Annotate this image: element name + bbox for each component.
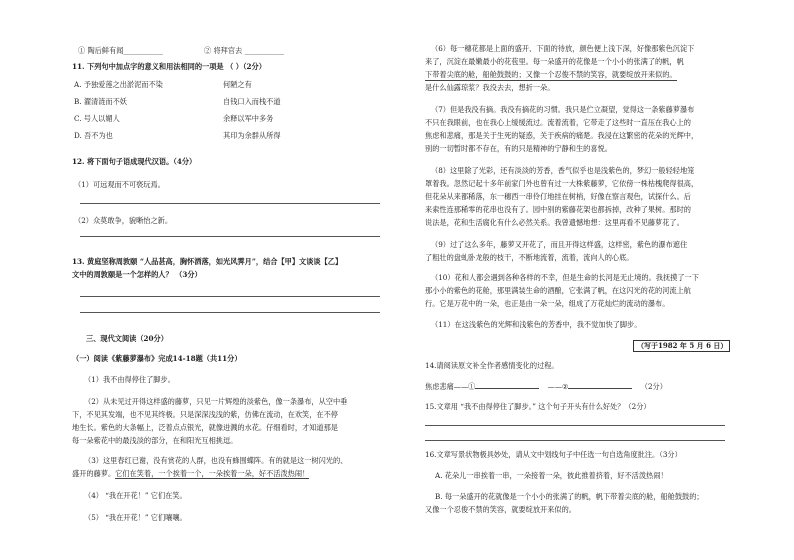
section-3-heading: 三、现代文阅读（20分） xyxy=(86,334,168,343)
q11-stem: 11. 下列句中加点字的意义和用法相同的一项是 （ ）（2分） xyxy=(72,62,266,71)
answer-line xyxy=(80,203,380,204)
q11-option-b: B. 濯清涟而不妖 xyxy=(74,97,127,106)
passage-para-7: 别的一切暂时都不存在，有的只是精神的宁静和生的喜悦。 xyxy=(425,144,612,153)
q14-blank-1[interactable] xyxy=(475,380,539,389)
passage-para-10: （10）花和人都会遇到各种各样的不幸，但是生命的长河是无止境的。我抚摸了一下 xyxy=(431,273,699,282)
underlined-sentence-b: 下带着尖底的舱，船舱鼓鼓的；又像一个忍俊不禁的笑容，就要绽放开来似的。 xyxy=(425,70,677,79)
q12-stem: 12. 将下面句子语成现代汉语。（4分） xyxy=(72,157,197,166)
passage-para-7: （7）但是我没有摘。我没有摘花的习惯。我只是伫立凝望，觉得这一条紫藤萝瀑布 xyxy=(431,105,695,114)
passage-para-10: 行。它是万花中的一朵，也正是由一朵一朵，组成了万花灿烂的流动的瀑布。 xyxy=(425,299,670,308)
q14-blank-2[interactable] xyxy=(568,380,632,389)
q10-item-2: ② 将拜官去 ___________ xyxy=(204,46,285,55)
passage-para-1: （1）我不由得停住了脚步。 xyxy=(84,375,175,384)
q12-sentence-2: （2）众莫敢争，貌晰怡之新。 xyxy=(74,216,173,225)
passage-para-2: 每一朵紫花中的最浅淡的部分，在和阳光互相挑逗。 xyxy=(72,436,238,445)
passage-para-7: 焦虑和悲痛，那是关于生死的疑惑，关于疾病的痛楚。我浸在这繁密的花朵的光辉中， xyxy=(425,131,699,140)
underlined-sentence-a: 它们在笑着，一个挨着一个，一朵挨着一朵，好不活泼热闹！ xyxy=(115,469,310,478)
answer-line xyxy=(425,425,725,426)
passage-para-8: 说法是，花和生活腐化有什么必然关系。我曾遗憾地想：这里再看不见藤萝花了。 xyxy=(425,218,684,227)
q11-option-d: D. 吾不为也 xyxy=(74,131,113,140)
q16-option-b: B. 每一朵盛开的花就像是一个小小的张满了的帆，帆下带着尖底的舱，船舱鼓鼓的； xyxy=(435,492,704,501)
passage-para-8: （8）这里除了光彩，还有淡淡的芳香，香气似乎也是浅紫色的，梦幻一般轻轻地笼 xyxy=(431,166,695,175)
q11-option-a: A. 予独爱莲之出淤泥而不染 xyxy=(74,80,163,89)
answer-line xyxy=(80,312,380,313)
passage-para-8: 来索性连那稀零的花串也没有了。园中别的紫藤花架也都拆掉，改种了果树。那时的 xyxy=(425,205,691,214)
q14-stem: 14.请阅读原文补全作者感情变化的过程。 xyxy=(425,361,559,370)
answer-line xyxy=(80,236,380,237)
q10-item-1: ① 陶后鲜有闻___________ xyxy=(78,46,163,55)
q16-option-a: A. 花朵儿一串挨着一串，一朵接着一朵，彼此推着挤着，好不活泼热闹！ xyxy=(435,471,668,480)
passage-para-10: 那小小的紫色的花舱，那里满装生命的酒酿，它张满了帆，在这闪光的花的河流上航 xyxy=(425,286,691,295)
passage-para-3: 盛开的藤萝。它们在笑着，一个挨着一个，一朵挨着一朵，好不活泼热闹！ xyxy=(72,469,310,478)
q14-blanks: 焦虑悲痛——① ——② （2分） xyxy=(425,382,667,391)
q11-option-b-pair: 自钱口入而栈不道 xyxy=(223,97,281,106)
passage-para-8: 罩着我。忽然记起十多年前家门外也曾有过一大株紫藤萝，它依傍一株枯槐爬得很高， xyxy=(425,179,699,188)
passage-para-2: 地生长。紫色的大条幅上，泛着点点银光，就像迸溅的水花。仔细看时，才知道那是 xyxy=(72,423,338,432)
q16-option-b: 又像一个忍俊不禁的笑容，就要绽放开来似的。 xyxy=(425,505,576,514)
passage-para-3: （3）这里春红已谢，没有赏花的人群，也没有蜂围蝶阵。有的就是这一树闪光的、 xyxy=(84,456,348,465)
passage-date: （写于1982 年 5 月 6 日） xyxy=(633,340,730,352)
passage-para-5: （5） “我在开花！” 它们嚷嚷。 xyxy=(84,513,187,522)
passage-para-2: 下，不见其发端，也不见其终极。只是深深浅浅的紫，仿佛在流动，在欢笑，在不停 xyxy=(72,410,338,419)
q11-option-c: C. 号人以媚人 xyxy=(74,114,120,123)
q13-stem-line-2: 文中的周敦颐是一个怎样的人？ （3分） xyxy=(72,270,202,279)
passage-para-6: 来了，沉淀在最嫩最小的花苞里。每一朵盛开的花像是一个小小的张满了的帆，帆 xyxy=(425,57,684,66)
passage-para-4: （4） “我在开花！” 它们在笑。 xyxy=(84,491,187,500)
q13-stem-line-1: 13. 黄庭坚称周敦颐 “人品甚高，胸怀洒落，如光风霁月”，结合【甲】文谈谈【乙】 xyxy=(72,257,343,266)
q16-stem: 16.文章写景状物极具妙处，请从文中划线句子中任选一句自选角度批注。（3分） xyxy=(425,450,682,459)
q15-stem: 15.文章用 “我不由得停住了脚步。” 这个句子开头有什么好处？（2分） xyxy=(425,402,651,411)
passage-para-6: 是什么仙露琼浆？我没去去，想折一朵。 xyxy=(425,83,555,92)
q11-option-d-pair: 其印为余群从所得 xyxy=(223,131,281,140)
reading-1-heading: （一）阅读《紫藤萝瀑布》完成14-18题（共11分） xyxy=(72,354,242,363)
passage-para-7: 不只在我眼前，也在我心上缓缓流过。流着流着，它带走了这些时一直压在我心上的 xyxy=(425,118,691,127)
passage-para-2: （2）从未见过开得这样盛的藤萝，只见一片辉煌的淡紫色，像一条瀑布，从空中垂 xyxy=(84,397,348,406)
passage-para-11: （11）在这浅紫色的光辉和浅紫色的芳香中，我不觉加快了脚步。 xyxy=(431,320,642,329)
passage-para-6: （6）每一穗花都是上面的盛开、下面的待放，颜色便上浅下深，好像那紫色沉淀下 xyxy=(431,44,695,53)
answer-line xyxy=(80,296,380,297)
passage-para-9: （9）过了这么多年，藤萝又开花了，而且开得这样盛，这样密，紫色的瀑布遮住 xyxy=(431,240,688,249)
q12-sentence-1: （1）可远观而不可亵玩焉。 xyxy=(74,180,165,189)
q11-option-a-pair: 何陋之有 xyxy=(223,80,252,89)
q11-option-c-pair: 余释以军中多务 xyxy=(223,114,274,123)
passage-para-9: 了粗壮的盘虬卧龙般的枝干，不断地流着，流着，流向人的心底。 xyxy=(425,253,634,262)
answer-line xyxy=(425,440,725,441)
passage-para-8: 但花朵从来都稀落，东一穗西一串伶仃地挂在树梢，好像在察言观色，试探什么。后 xyxy=(425,192,691,201)
